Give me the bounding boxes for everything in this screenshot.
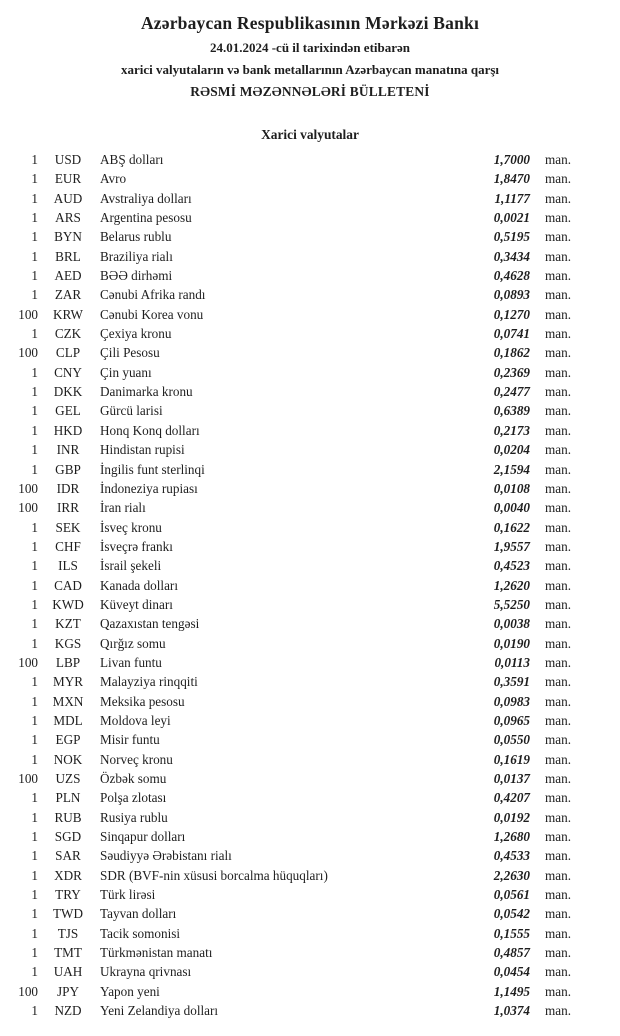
rate-value: 1,1495 [493,983,530,999]
currency-code: GEL [55,403,81,419]
rate-quantity: 1 [31,732,38,748]
rate-unit: man. [545,403,572,419]
rate-value: 0,6389 [493,403,530,419]
rate-row [0,827,620,846]
rate-row [0,1001,620,1020]
currency-name: Ukrayna qrivnası [100,964,192,980]
rate-quantity: 1 [31,848,38,864]
rate-quantity: 100 [18,771,38,786]
currency-code: MDL [53,712,83,728]
rate-row [0,730,620,749]
rate-value: 0,1270 [493,306,530,322]
rate-unit: man. [545,867,572,883]
rate-unit: man. [545,790,572,806]
rate-row [0,576,620,595]
currency-code: GBP [55,461,81,477]
currency-name: Türk lirəsi [100,887,156,903]
currency-code: TWD [52,906,84,922]
rate-quantity: 1 [31,326,38,342]
currency-code: MYR [52,674,84,690]
document-header [0,0,620,99]
currency-code: ARS [55,210,81,226]
rate-value: 0,0192 [493,809,530,825]
rate-unit: man. [545,887,572,903]
rate-value: 0,0454 [493,964,530,980]
rate-quantity: 1 [31,635,38,651]
currency-code: LBP [55,654,81,670]
rate-row [0,672,620,691]
rate-unit: man. [545,384,572,400]
currency-name: İngilis funt sterlinqi [100,461,205,477]
rate-row [0,595,620,614]
currency-name: Braziliya rialı [100,248,173,264]
currency-name: Rusiya rublu [100,809,168,825]
rate-unit: man. [545,268,572,284]
rate-row [0,962,620,981]
currency-code: ILS [58,558,78,574]
currency-code: UZS [55,771,81,786]
rate-unit: man. [545,558,572,574]
rate-unit: man. [545,480,572,496]
currency-name: Moldova leyi [100,712,171,728]
rate-unit: man. [545,519,572,535]
rate-unit: man. [545,442,572,458]
currency-name: İsrail şekeli [100,558,162,574]
rates-table [0,150,620,1020]
currency-name: Belarus rublu [100,229,172,245]
effective-date-line: 24.01.2024 -cü il tarixindən etibarən [209,40,411,55]
currency-code: TRY [55,887,81,903]
rate-quantity: 100 [18,306,38,322]
rate-quantity: 1 [31,1003,38,1019]
rate-quantity: 1 [31,616,38,632]
currency-code: AUD [53,190,83,206]
currency-code: CZK [54,326,82,342]
rate-quantity: 1 [31,248,38,264]
bulletin-title: RƏSMİ MƏZƏNNƏLƏRİ BÜLLETENİ [190,84,430,99]
rate-value: 1,7000 [493,152,530,167]
currency-name: SDR (BVF-nin xüsusi borcalma hüquqları) [100,867,328,883]
currency-code: CNY [54,364,82,380]
rate-row [0,150,620,169]
rate-row [0,692,620,711]
rate-unit: man. [545,596,572,612]
currency-name: Küveyt dinarı [100,596,173,612]
rate-unit: man. [545,674,572,690]
rate-quantity: 1 [31,364,38,380]
rate-row [0,904,620,923]
rate-value: 0,3434 [493,248,530,264]
rate-quantity: 1 [31,751,38,767]
rate-value: 0,0561 [493,887,530,903]
rate-value: 0,3591 [493,674,530,690]
rate-value: 0,0550 [493,732,530,748]
rate-quantity: 100 [18,654,38,670]
rate-row [0,498,620,517]
rate-row [0,943,620,962]
currency-code: IRR [57,500,79,516]
rate-quantity: 1 [31,829,38,845]
rate-unit: man. [545,152,572,167]
currency-name: Çili Pesosu [100,345,160,361]
rate-value: 0,0965 [493,712,530,728]
rate-quantity: 100 [18,983,38,999]
rate-value: 0,4523 [493,558,530,574]
currency-code: AED [54,268,82,284]
rate-quantity: 1 [31,152,38,167]
rate-row [0,460,620,479]
rate-quantity: 1 [31,287,38,303]
currency-name: Avstraliya dolları [100,190,192,206]
rate-row [0,537,620,556]
currency-name: İsveç kronu [100,519,162,535]
currency-name: Honq Konq dolları [100,422,200,438]
bank-title: Azərbaycan Respublikasının Mərkəzi Bankı [140,13,480,33]
currency-name: Cənubi Korea vonu [100,306,204,322]
rate-unit: man. [545,771,572,786]
rate-quantity: 1 [31,210,38,226]
rate-quantity: 1 [31,964,38,980]
rate-quantity: 1 [31,558,38,574]
rate-value: 0,1555 [493,925,530,941]
currency-name: Qırğız somu [100,635,166,651]
currency-name: Sinqapur dolları [100,829,186,845]
rate-row [0,634,620,653]
currency-name: Tacik somonisi [100,925,181,941]
rate-unit: man. [545,364,572,380]
currency-name: İsveçrə frankı [100,538,173,554]
currency-code: EGP [55,732,81,748]
rate-value: 0,0021 [493,210,530,226]
rate-row [0,808,620,827]
currency-name: ABŞ dolları [100,152,164,167]
rate-value: 0,0038 [493,616,530,632]
currency-code: KRW [52,306,84,322]
currency-name: BƏƏ dirhəmi [100,268,173,284]
currency-name: Kanada dolları [100,577,178,593]
rate-unit: man. [545,577,572,593]
rate-value: 0,2369 [493,364,530,380]
rate-row [0,169,620,188]
rate-quantity: 1 [31,712,38,728]
rate-value: 0,0108 [493,480,530,496]
rate-value: 0,0040 [493,500,530,516]
rate-row [0,305,620,324]
rate-row [0,846,620,865]
rate-value: 0,4628 [493,268,530,284]
rate-unit: man. [545,635,572,651]
rate-unit: man. [545,732,572,748]
rate-value: 0,2173 [493,422,530,438]
currency-name: Polşa zlotası [100,790,167,806]
rate-unit: man. [545,848,572,864]
currency-name: Qazaxıstan tengəsi [100,616,200,632]
rate-quantity: 1 [31,674,38,690]
rate-unit: man. [545,945,572,961]
currency-name: Gürcü larisi [100,403,163,419]
rate-unit: man. [545,287,572,303]
rate-quantity: 1 [31,538,38,554]
rate-unit: man. [545,422,572,438]
rate-value: 0,0190 [493,635,530,651]
rate-value: 0,0113 [494,654,530,670]
currency-code: JPY [57,983,79,999]
rate-quantity: 100 [18,480,38,496]
currency-name: Çin yuanı [100,364,152,380]
currency-name: Türkmənistan manatı [100,945,213,961]
rate-value: 0,4533 [493,848,530,864]
currency-code: ZAR [54,287,82,303]
rate-quantity: 1 [31,790,38,806]
rate-row [0,556,620,575]
rate-row [0,924,620,943]
currency-code: RUB [54,809,82,825]
rate-row [0,866,620,885]
currency-code: USD [54,152,82,167]
rate-unit: man. [545,210,572,226]
rate-unit: man. [545,306,572,322]
rate-unit: man. [545,326,572,342]
rate-row [0,247,620,266]
rate-value: 0,2477 [493,384,530,400]
rate-unit: man. [545,248,572,264]
rate-row [0,711,620,730]
currency-code: CAD [54,577,82,593]
rate-unit: man. [545,345,572,361]
rate-row [0,266,620,285]
currency-name: Misir funtu [100,732,160,748]
rate-value: 5,5250 [493,596,530,612]
currency-code: HKD [53,422,83,438]
currency-name: Səudiyyə Ərəbistanı rialı [100,848,232,864]
rate-value: 0,0204 [493,442,530,458]
rate-unit: man. [545,654,572,670]
currency-name: Hindistan rupisi [100,442,185,458]
rate-value: 0,0542 [493,906,530,922]
rate-row [0,421,620,440]
rate-quantity: 1 [31,809,38,825]
currency-name: Malayziya rinqqiti [100,674,198,690]
rate-unit: man. [545,751,572,767]
rate-row [0,982,620,1001]
currency-code: TJS [57,925,79,941]
rate-value: 0,1619 [493,751,530,767]
rate-value: 1,1177 [494,190,530,206]
rate-value: 0,4857 [493,945,530,961]
rate-value: 1,0374 [493,1003,530,1019]
rate-value: 0,0893 [493,287,530,303]
rate-unit: man. [545,964,572,980]
rate-value: 1,2680 [493,829,530,845]
rate-quantity: 1 [31,596,38,612]
currency-name: Özbək somu [100,771,167,786]
rate-value: 2,1594 [493,461,530,477]
rate-value: 0,0983 [493,693,530,709]
rate-quantity: 1 [31,887,38,903]
rate-row [0,653,620,672]
rate-unit: man. [545,1003,572,1019]
rate-row [0,343,620,362]
currency-code: KZT [55,616,81,632]
currency-name: Meksika pesosu [100,693,185,709]
currency-code: PLN [55,790,81,806]
rate-unit: man. [545,925,572,941]
currency-name: Avro [100,171,127,187]
rate-row [0,285,620,304]
rate-quantity: 1 [31,519,38,535]
rate-value: 0,0741 [493,326,530,342]
rate-quantity: 1 [31,171,38,187]
rate-unit: man. [545,983,572,999]
rate-unit: man. [545,500,572,516]
rate-row [0,401,620,420]
rate-unit: man. [545,906,572,922]
currency-name: Livan funtu [100,654,162,670]
currency-code: KWD [52,596,84,612]
rate-row [0,518,620,537]
rate-value: 0,5195 [493,229,530,245]
currency-name: İndoneziya rupiası [100,480,198,496]
rate-quantity: 1 [31,268,38,284]
rate-unit: man. [545,712,572,728]
currency-code: SGD [54,829,82,845]
currency-code: MXN [52,693,84,709]
rate-row [0,324,620,343]
rate-quantity: 1 [31,190,38,206]
rate-row [0,189,620,208]
currency-name: Tayvan dolları [100,906,177,922]
rate-row [0,479,620,498]
rate-value: 0,1862 [493,345,530,361]
currency-name: Norveç kronu [100,751,173,767]
rate-value: 2,2630 [493,867,530,883]
rate-value: 0,1622 [493,519,530,535]
rate-quantity: 1 [31,384,38,400]
rate-value: 1,8470 [493,171,530,187]
currency-code: SAR [55,848,81,864]
rate-row [0,769,620,788]
currency-code: XDR [54,867,82,883]
rate-quantity: 1 [31,461,38,477]
currency-code: DKK [53,384,83,400]
currency-name: Danimarka kronu [100,384,193,400]
rate-unit: man. [545,616,572,632]
rate-quantity: 1 [31,229,38,245]
currency-code: INR [56,442,80,458]
rate-row [0,614,620,633]
rate-unit: man. [545,190,572,206]
rate-row [0,885,620,904]
currency-code: BRL [55,248,81,264]
rate-row [0,788,620,807]
rate-quantity: 1 [31,906,38,922]
rate-unit: man. [545,693,572,709]
currency-code: CHF [55,538,81,554]
rate-row [0,382,620,401]
rate-quantity: 1 [31,577,38,593]
rate-unit: man. [545,461,572,477]
rate-quantity: 1 [31,945,38,961]
subtitle-line: xarici valyutaların və bank metallarının Azərbaycan manatına qarşı [120,62,500,77]
rate-value: 0,0137 [493,771,530,786]
currency-code: NZD [54,1003,82,1019]
rate-quantity: 100 [18,500,38,516]
currency-name: İran rialı [100,500,146,516]
rate-quantity: 1 [31,867,38,883]
rate-unit: man. [545,171,572,187]
currency-name: Yapon yeni [100,983,160,999]
rate-row [0,750,620,769]
currency-name: Yeni Zelandiya dolları [100,1003,219,1019]
currency-code: KGS [54,635,82,651]
rate-quantity: 1 [31,693,38,709]
rate-value: 0,4207 [493,790,530,806]
currency-code: TMT [54,945,82,961]
rate-value: 1,9557 [493,538,530,554]
currency-name: Argentina pesosu [100,210,192,226]
currency-name: Çexiya kronu [100,326,172,342]
rate-unit: man. [545,538,572,554]
currency-code: EUR [54,171,82,187]
rate-unit: man. [545,829,572,845]
rate-value: 1,2620 [493,577,530,593]
rate-quantity: 1 [31,925,38,941]
currency-code: CLP [55,345,81,361]
rate-unit: man. [545,809,572,825]
rate-row [0,227,620,246]
currency-code: UAH [53,964,83,980]
rate-row [0,440,620,459]
rate-quantity: 1 [31,442,38,458]
rate-quantity: 1 [31,422,38,438]
currency-name: Cənubi Afrika randı [100,287,206,303]
section-title-foreign-currencies: Xarici valyutalar [261,127,359,142]
rate-row [0,208,620,227]
rate-row [0,363,620,382]
currency-code: SEK [55,519,81,535]
rate-quantity: 1 [31,403,38,419]
currency-code: IDR [56,480,80,496]
currency-code: BYN [54,229,82,245]
rate-quantity: 100 [18,345,38,361]
currency-code: NOK [53,751,83,767]
rate-unit: man. [545,229,572,245]
